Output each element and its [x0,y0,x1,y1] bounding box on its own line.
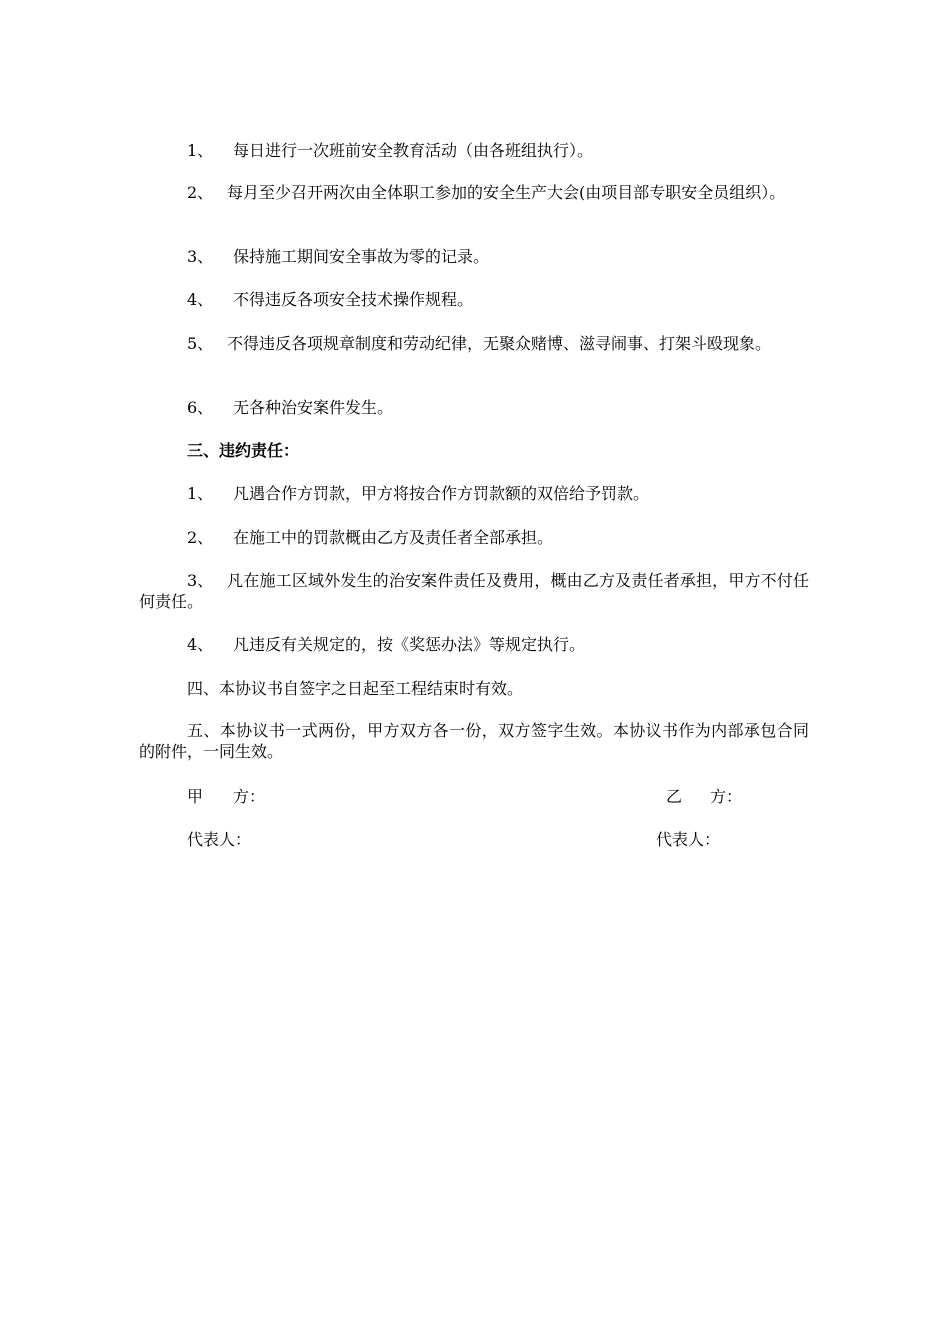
party-a-suffix: 方： [233,787,266,806]
list-item [139,527,809,548]
item-number: 4、 [187,635,214,654]
party-a-representative: 代表人： [187,830,252,849]
party-b-suffix: 方： [710,787,743,806]
list-item [139,289,809,310]
item-number: 2、 [187,183,214,202]
item-text: 在施工中的罚款概由乙方及责任者全部承担。 [233,528,554,547]
list-item [139,483,809,504]
list-item [139,333,809,354]
item-text: 凡遇合作方罚款，甲方将按合作方罚款额的双倍给予罚款。 [233,484,650,503]
item-number: 1、 [187,141,214,160]
section-4-paragraph: 四、本协议书自签字之日起至工程结束时有效。 [187,679,524,698]
item-number: 6、 [187,398,214,417]
item-text: 凡违反有关规定的，按《奖惩办法》等规定执行。 [233,635,586,654]
item-text: 凡在施工区域外发生的治安案件责任及费用，概由乙方及责任者承担，甲方不付任何责任。 [139,571,809,611]
item-text: 不得违反各项安全技术操作规程。 [233,290,474,309]
item-number: 5、 [187,334,214,353]
item-text: 无各种治安案件发生。 [233,398,394,417]
list-item [139,634,809,655]
section-5-paragraph: 五、本协议书一式两份，甲方双方各一份，双方签字生效。本协议书作为内部承包合同的附件，一同生效。 [139,721,809,761]
party-a-label: 甲 [187,787,204,806]
item-number: 1、 [187,484,214,503]
item-number: 3、 [187,247,214,266]
list-item [139,397,809,418]
list-item [139,182,809,203]
item-text: 每日进行一次班前安全教育活动（由各班组执行）。 [233,141,594,160]
item-text: 不得违反各项规章制度和劳动纪律，无聚众赌博、滋寻闹事、打架斗殴现象。 [227,334,772,353]
section-heading: 三、违约责任： [187,441,300,460]
party-b-representative: 代表人： [656,830,721,849]
item-number: 2、 [187,528,214,547]
list-item [139,246,809,267]
item-number: 3、 [187,571,214,590]
item-number: 4、 [187,290,214,309]
list-item [139,570,809,612]
list-item [139,140,809,161]
party-b-label: 乙 [666,787,683,806]
item-text: 每月至少召开两次由全体职工参加的安全生产大会(由项目部专职安全员组织）。 [227,183,786,202]
item-text: 保持施工期间安全事故为零的记录。 [233,247,490,266]
